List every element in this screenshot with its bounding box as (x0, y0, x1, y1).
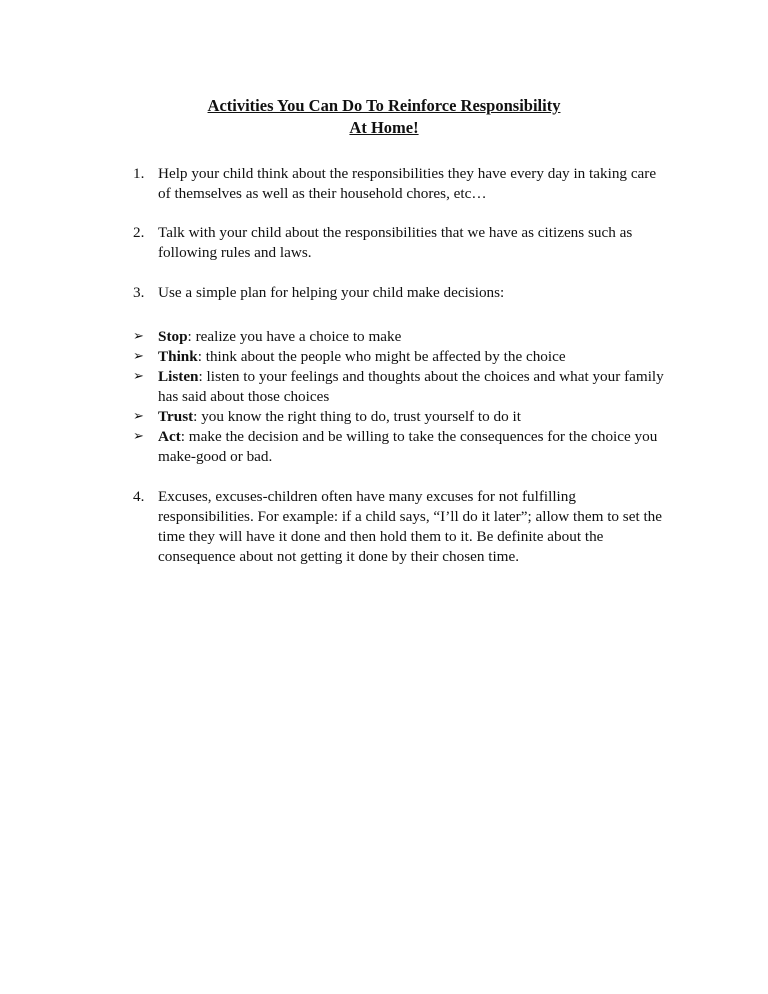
list-item-2 (133, 223, 663, 263)
bullet-item-trust (133, 407, 673, 427)
bullet-term: Trust (158, 408, 194, 425)
arrowhead-bullet-icon: ➢ (133, 329, 144, 344)
title-line-1: Activities You Can Do To Reinforce Responsibility (207, 96, 561, 115)
arrowhead-bullet-icon: ➢ (133, 429, 144, 444)
item-number: 1. (133, 165, 145, 182)
bullet-term: Act (158, 428, 181, 445)
bullet-text: : listen to your feelings and thoughts about the choices and what your family has said about those choices (158, 368, 664, 405)
item-number: 3. (133, 284, 145, 301)
arrowhead-bullet-icon: ➢ (133, 369, 144, 384)
item-number: 2. (133, 224, 145, 241)
bullet-text: : make the decision and be willing to take the consequences for the choice you make-good or bad. (158, 428, 658, 465)
arrowhead-bullet-icon: ➢ (133, 349, 144, 364)
document-title (0, 95, 768, 139)
item-text: Talk with your child about the responsibilities that we have as citizens such as following rules and laws. (158, 224, 633, 261)
item-text: Help your child think about the responsibilities they have every day in taking care of themselves as well as their household chores, etc… (158, 165, 657, 202)
bullet-item-think (133, 347, 673, 367)
item-text: Use a simple plan for helping your child make decisions: (158, 284, 505, 301)
bullet-text: : realize you have a choice to make (187, 328, 402, 345)
bullet-term: Think (158, 348, 198, 365)
bullet-item-stop (133, 327, 673, 347)
bullet-text: : you know the right thing to do, trust yourself to do it (193, 408, 521, 425)
bullet-term: Stop (158, 328, 188, 345)
bullet-term: Listen (158, 368, 199, 385)
list-item-1 (133, 164, 663, 204)
decision-steps-list (133, 327, 673, 467)
item-number: 4. (133, 488, 145, 505)
title-line-2: At Home! (349, 118, 419, 137)
list-item-3 (133, 283, 663, 303)
arrowhead-bullet-icon: ➢ (133, 409, 144, 424)
bullet-item-listen (133, 367, 673, 407)
bullet-text: : think about the people who might be affected by the choice (197, 348, 566, 365)
item-text: Excuses, excuses-children often have many excuses for not fulfilling responsibilities. For example: if a child says, “I’ll do it later”; allow them to set the time they will have it done and then hold them to it. Be definite about the consequence about not getting it done by their chosen time. (158, 488, 663, 565)
bullet-item-act (133, 427, 673, 467)
list-item-4 (133, 487, 663, 567)
